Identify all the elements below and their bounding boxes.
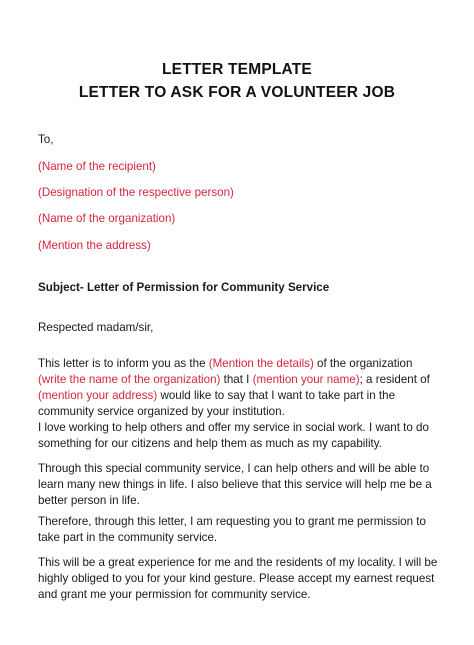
recipient-organization-placeholder: (Name of the organization) [38, 212, 176, 225]
p1-org-placeholder: (write the name of the organization) [38, 373, 221, 386]
paragraph-4: Therefore, through this letter, I am requesting you to grant me permission to take part in the community service. [38, 515, 426, 544]
paragraph-2: I love working to help others and offer my service in social work. I want to do something for our citizens and help them as much as my capability. [38, 421, 429, 450]
recipient-to: To, [38, 133, 54, 146]
recipient-designation-placeholder: (Designation of the respective person) [38, 186, 234, 199]
document-title: LETTER TEMPLATE [162, 61, 312, 78]
paragraph-3: Through this special community service, I can help others and will be able to learn many new things in life. I also believe that this service will help me be a better person in life. [38, 462, 432, 507]
p1-details-placeholder: (Mention the details) [208, 357, 314, 370]
p1-name-placeholder: (mention your name) [252, 373, 360, 386]
recipient-address-placeholder: (Mention the address) [38, 239, 151, 252]
p1-text-5: would like to say that I want to take part in the community service organized by your institution. [38, 389, 396, 418]
paragraph-1 [38, 356, 438, 420]
p1-text-3: that I [220, 373, 253, 386]
salutation: Respected madam/sir, [38, 321, 154, 334]
document-subtitle: LETTER TO ASK FOR A VOLUNTEER JOB [78, 84, 396, 101]
recipient-name-placeholder: (Name of the recipient) [38, 160, 156, 173]
paragraph-5: This will be a great experience for me and the residents of my locality. I will be highly obliged to you for your kind gesture. Please accept my earnest request and grant me your permission for community service. [38, 556, 438, 601]
p1-text-2: of the organization [313, 357, 413, 370]
p1-address-placeholder: (mention your address) [38, 389, 158, 402]
p1-text-4: ; a resident of [359, 373, 430, 386]
p1-text-1: This letter is to inform you as the [38, 357, 209, 370]
letter-subject: Subject- Letter of Permission for Community Service [38, 281, 330, 294]
